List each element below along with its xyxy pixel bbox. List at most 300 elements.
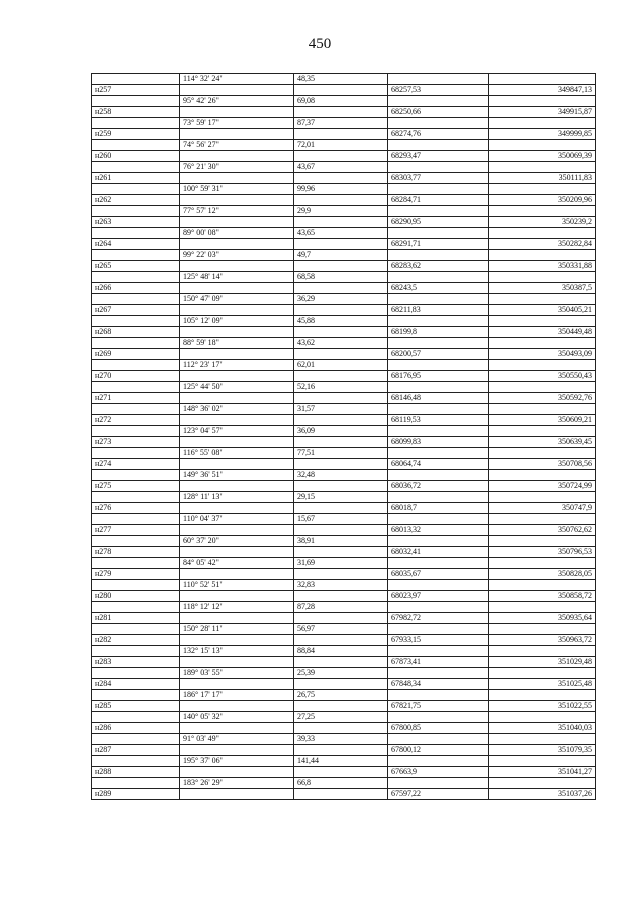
- x-coordinate-cell: 67821,75: [388, 701, 489, 712]
- angle-cell: 183° 26' 29": [180, 778, 294, 789]
- x-coordinate-cell: [388, 756, 489, 767]
- y-coordinate-cell: [489, 778, 596, 789]
- y-coordinate-cell: 350239,2: [489, 217, 596, 228]
- point-row: [92, 327, 596, 338]
- point-cell: н259: [92, 129, 180, 140]
- table-body: [92, 74, 596, 800]
- angle-cell: [180, 657, 294, 668]
- x-coordinate-cell: [388, 470, 489, 481]
- y-coordinate-cell: 350935,64: [489, 613, 596, 624]
- distance-cell: 26,75: [294, 690, 388, 701]
- point-cell: [92, 184, 180, 195]
- distance-cell: [294, 635, 388, 646]
- y-coordinate-cell: 349999,85: [489, 129, 596, 140]
- y-coordinate-cell: 350449,48: [489, 327, 596, 338]
- point-cell: [92, 646, 180, 657]
- x-coordinate-cell: 68283,62: [388, 261, 489, 272]
- angle-cell: [180, 151, 294, 162]
- point-row: [92, 459, 596, 470]
- x-coordinate-cell: [388, 338, 489, 349]
- segment-row: [92, 96, 596, 107]
- angle-cell: [180, 525, 294, 536]
- distance-cell: 56,97: [294, 624, 388, 635]
- point-cell: [92, 558, 180, 569]
- angle-cell: 125° 44' 50": [180, 382, 294, 393]
- x-coordinate-cell: 68013,32: [388, 525, 489, 536]
- angle-cell: [180, 679, 294, 690]
- point-row: [92, 591, 596, 602]
- segment-row: [92, 118, 596, 129]
- distance-cell: [294, 217, 388, 228]
- y-coordinate-cell: [489, 338, 596, 349]
- distance-cell: [294, 679, 388, 690]
- x-coordinate-cell: 68293,47: [388, 151, 489, 162]
- segment-row: [92, 426, 596, 437]
- distance-cell: 27,25: [294, 712, 388, 723]
- x-coordinate-cell: [388, 162, 489, 173]
- x-coordinate-cell: 68036,72: [388, 481, 489, 492]
- point-cell: [92, 734, 180, 745]
- angle-cell: 123° 04' 57": [180, 426, 294, 437]
- segment-row: [92, 580, 596, 591]
- point-cell: н284: [92, 679, 180, 690]
- x-coordinate-cell: 68291,71: [388, 239, 489, 250]
- point-cell: н270: [92, 371, 180, 382]
- y-coordinate-cell: 351029,48: [489, 657, 596, 668]
- point-cell: н280: [92, 591, 180, 602]
- angle-cell: 74° 56' 27": [180, 140, 294, 151]
- y-coordinate-cell: [489, 690, 596, 701]
- point-cell: н278: [92, 547, 180, 558]
- y-coordinate-cell: [489, 492, 596, 503]
- segment-row: [92, 646, 596, 657]
- segment-row: [92, 360, 596, 371]
- y-coordinate-cell: 350209,96: [489, 195, 596, 206]
- point-cell: н269: [92, 349, 180, 360]
- distance-cell: 29,15: [294, 492, 388, 503]
- y-coordinate-cell: [489, 162, 596, 173]
- angle-cell: [180, 217, 294, 228]
- point-row: [92, 789, 596, 800]
- y-coordinate-cell: [489, 118, 596, 129]
- x-coordinate-cell: [388, 514, 489, 525]
- point-cell: [92, 668, 180, 679]
- point-cell: н274: [92, 459, 180, 470]
- distance-cell: 32,48: [294, 470, 388, 481]
- point-cell: [92, 228, 180, 239]
- point-cell: н264: [92, 239, 180, 250]
- x-coordinate-cell: [388, 492, 489, 503]
- x-coordinate-cell: [388, 624, 489, 635]
- distance-cell: [294, 437, 388, 448]
- point-cell: н286: [92, 723, 180, 734]
- distance-cell: 87,37: [294, 118, 388, 129]
- y-coordinate-cell: 350493,09: [489, 349, 596, 360]
- point-cell: [92, 690, 180, 701]
- x-coordinate-cell: [388, 558, 489, 569]
- point-cell: [92, 294, 180, 305]
- point-row: [92, 437, 596, 448]
- segment-row: [92, 558, 596, 569]
- y-coordinate-cell: [489, 294, 596, 305]
- x-coordinate-cell: [388, 426, 489, 437]
- x-coordinate-cell: 68303,77: [388, 173, 489, 184]
- y-coordinate-cell: [489, 74, 596, 85]
- x-coordinate-cell: [388, 96, 489, 107]
- x-coordinate-cell: [388, 206, 489, 217]
- point-cell: [92, 382, 180, 393]
- x-coordinate-cell: 67933,15: [388, 635, 489, 646]
- y-coordinate-cell: 351041,27: [489, 767, 596, 778]
- distance-cell: [294, 151, 388, 162]
- x-coordinate-cell: 68035,67: [388, 569, 489, 580]
- distance-cell: [294, 305, 388, 316]
- y-coordinate-cell: [489, 96, 596, 107]
- angle-cell: 112° 23' 17": [180, 360, 294, 371]
- distance-cell: [294, 173, 388, 184]
- angle-cell: [180, 437, 294, 448]
- angle-cell: [180, 85, 294, 96]
- point-row: [92, 107, 596, 118]
- segment-row: [92, 404, 596, 415]
- distance-cell: [294, 393, 388, 404]
- x-coordinate-cell: 68018,7: [388, 503, 489, 514]
- point-cell: [92, 712, 180, 723]
- x-coordinate-cell: 68064,74: [388, 459, 489, 470]
- point-cell: н285: [92, 701, 180, 712]
- x-coordinate-cell: 68250,66: [388, 107, 489, 118]
- segment-row: [92, 162, 596, 173]
- segment-row: [92, 470, 596, 481]
- distance-cell: [294, 195, 388, 206]
- y-coordinate-cell: 351022,55: [489, 701, 596, 712]
- y-coordinate-cell: 350609,21: [489, 415, 596, 426]
- distance-cell: [294, 349, 388, 360]
- distance-cell: [294, 767, 388, 778]
- x-coordinate-cell: 67873,41: [388, 657, 489, 668]
- point-cell: [92, 624, 180, 635]
- segment-row: [92, 338, 596, 349]
- y-coordinate-cell: [489, 228, 596, 239]
- angle-cell: 125° 48' 14": [180, 272, 294, 283]
- point-cell: [92, 536, 180, 547]
- angle-cell: [180, 393, 294, 404]
- distance-cell: 38,91: [294, 536, 388, 547]
- point-cell: н288: [92, 767, 180, 778]
- y-coordinate-cell: [489, 514, 596, 525]
- distance-cell: [294, 701, 388, 712]
- distance-cell: [294, 569, 388, 580]
- distance-cell: 25,39: [294, 668, 388, 679]
- angle-cell: [180, 173, 294, 184]
- segment-row: [92, 316, 596, 327]
- distance-cell: 52,16: [294, 382, 388, 393]
- point-cell: [92, 756, 180, 767]
- angle-cell: [180, 701, 294, 712]
- angle-cell: [180, 305, 294, 316]
- distance-cell: [294, 107, 388, 118]
- x-coordinate-cell: 68243,5: [388, 283, 489, 294]
- segment-row: [92, 382, 596, 393]
- x-coordinate-cell: 68211,83: [388, 305, 489, 316]
- point-cell: [92, 778, 180, 789]
- x-coordinate-cell: [388, 404, 489, 415]
- x-coordinate-cell: [388, 140, 489, 151]
- y-coordinate-cell: 350282,84: [489, 239, 596, 250]
- point-cell: н268: [92, 327, 180, 338]
- distance-cell: 141,44: [294, 756, 388, 767]
- point-cell: н258: [92, 107, 180, 118]
- x-coordinate-cell: 67982,72: [388, 613, 489, 624]
- point-cell: н266: [92, 283, 180, 294]
- distance-cell: 69,08: [294, 96, 388, 107]
- x-coordinate-cell: [388, 316, 489, 327]
- y-coordinate-cell: [489, 184, 596, 195]
- angle-cell: [180, 767, 294, 778]
- point-cell: н261: [92, 173, 180, 184]
- x-coordinate-cell: 68176,95: [388, 371, 489, 382]
- point-row: [92, 239, 596, 250]
- y-coordinate-cell: 349915,87: [489, 107, 596, 118]
- point-cell: [92, 448, 180, 459]
- distance-cell: 31,69: [294, 558, 388, 569]
- point-row: [92, 393, 596, 404]
- distance-cell: [294, 789, 388, 800]
- y-coordinate-cell: [489, 668, 596, 679]
- angle-cell: [180, 107, 294, 118]
- point-cell: [92, 580, 180, 591]
- y-coordinate-cell: [489, 756, 596, 767]
- y-coordinate-cell: 351040,03: [489, 723, 596, 734]
- point-cell: н287: [92, 745, 180, 756]
- distance-cell: 72,01: [294, 140, 388, 151]
- distance-cell: 45,88: [294, 316, 388, 327]
- point-cell: [92, 74, 180, 85]
- point-row: [92, 503, 596, 514]
- distance-cell: [294, 371, 388, 382]
- point-row: [92, 261, 596, 272]
- y-coordinate-cell: [489, 712, 596, 723]
- distance-cell: 87,28: [294, 602, 388, 613]
- y-coordinate-cell: [489, 448, 596, 459]
- point-cell: н262: [92, 195, 180, 206]
- x-coordinate-cell: 67800,12: [388, 745, 489, 756]
- angle-cell: 105° 12' 09": [180, 316, 294, 327]
- point-row: [92, 525, 596, 536]
- point-row: [92, 569, 596, 580]
- y-coordinate-cell: [489, 646, 596, 657]
- x-coordinate-cell: 68199,8: [388, 327, 489, 338]
- distance-cell: 43,65: [294, 228, 388, 239]
- point-cell: [92, 404, 180, 415]
- point-cell: н272: [92, 415, 180, 426]
- x-coordinate-cell: 67663,9: [388, 767, 489, 778]
- x-coordinate-cell: [388, 360, 489, 371]
- point-cell: н271: [92, 393, 180, 404]
- segment-row: [92, 624, 596, 635]
- angle-cell: 140° 05' 32": [180, 712, 294, 723]
- angle-cell: [180, 481, 294, 492]
- distance-cell: [294, 261, 388, 272]
- angle-cell: 76° 21' 30": [180, 162, 294, 173]
- distance-cell: [294, 239, 388, 250]
- x-coordinate-cell: [388, 734, 489, 745]
- point-cell: [92, 492, 180, 503]
- distance-cell: 43,67: [294, 162, 388, 173]
- angle-cell: [180, 327, 294, 338]
- distance-cell: 36,09: [294, 426, 388, 437]
- angle-cell: 95° 42' 26": [180, 96, 294, 107]
- x-coordinate-cell: 68023,97: [388, 591, 489, 602]
- angle-cell: 73° 59' 17": [180, 118, 294, 129]
- angle-cell: 100° 59' 31": [180, 184, 294, 195]
- segment-row: [92, 250, 596, 261]
- y-coordinate-cell: [489, 470, 596, 481]
- page-number: 450: [308, 36, 332, 52]
- y-coordinate-cell: [489, 316, 596, 327]
- x-coordinate-cell: 68200,57: [388, 349, 489, 360]
- angle-cell: [180, 547, 294, 558]
- y-coordinate-cell: 351079,35: [489, 745, 596, 756]
- angle-cell: [180, 613, 294, 624]
- x-coordinate-cell: [388, 184, 489, 195]
- point-row: [92, 547, 596, 558]
- angle-cell: 195° 37' 06": [180, 756, 294, 767]
- angle-cell: 116° 55' 08": [180, 448, 294, 459]
- y-coordinate-cell: 350963,72: [489, 635, 596, 646]
- point-cell: [92, 360, 180, 371]
- y-coordinate-cell: 350550,43: [489, 371, 596, 382]
- distance-cell: [294, 525, 388, 536]
- y-coordinate-cell: 350331,88: [489, 261, 596, 272]
- point-cell: н273: [92, 437, 180, 448]
- y-coordinate-cell: 351037,26: [489, 789, 596, 800]
- point-cell: [92, 250, 180, 261]
- angle-cell: [180, 129, 294, 140]
- angle-cell: [180, 283, 294, 294]
- angle-cell: 88° 59' 18": [180, 338, 294, 349]
- y-coordinate-cell: [489, 250, 596, 261]
- y-coordinate-cell: [489, 602, 596, 613]
- distance-cell: 43,62: [294, 338, 388, 349]
- x-coordinate-cell: [388, 712, 489, 723]
- point-cell: н281: [92, 613, 180, 624]
- angle-cell: 60° 37' 20": [180, 536, 294, 547]
- point-cell: н260: [92, 151, 180, 162]
- distance-cell: [294, 481, 388, 492]
- point-cell: [92, 470, 180, 481]
- angle-cell: [180, 503, 294, 514]
- x-coordinate-cell: 67848,34: [388, 679, 489, 690]
- point-cell: н279: [92, 569, 180, 580]
- x-coordinate-cell: [388, 250, 489, 261]
- y-coordinate-cell: 350747,9: [489, 503, 596, 514]
- point-row: [92, 173, 596, 184]
- distance-cell: [294, 503, 388, 514]
- point-cell: н263: [92, 217, 180, 228]
- x-coordinate-cell: 68119,53: [388, 415, 489, 426]
- segment-row: [92, 184, 596, 195]
- angle-cell: 149° 36' 51": [180, 470, 294, 481]
- point-cell: [92, 338, 180, 349]
- segment-row: [92, 690, 596, 701]
- angle-cell: [180, 745, 294, 756]
- segment-row: [92, 140, 596, 151]
- x-coordinate-cell: [388, 448, 489, 459]
- point-row: [92, 701, 596, 712]
- distance-cell: [294, 723, 388, 734]
- point-row: [92, 481, 596, 492]
- distance-cell: 62,01: [294, 360, 388, 371]
- point-cell: [92, 162, 180, 173]
- x-coordinate-cell: [388, 690, 489, 701]
- y-coordinate-cell: 351025,48: [489, 679, 596, 690]
- angle-cell: [180, 261, 294, 272]
- point-row: [92, 723, 596, 734]
- segment-row: [92, 272, 596, 283]
- x-coordinate-cell: [388, 294, 489, 305]
- point-cell: н275: [92, 481, 180, 492]
- point-row: [92, 85, 596, 96]
- y-coordinate-cell: [489, 734, 596, 745]
- segment-row: [92, 536, 596, 547]
- distance-cell: [294, 327, 388, 338]
- y-coordinate-cell: 350592,76: [489, 393, 596, 404]
- y-coordinate-cell: [489, 624, 596, 635]
- point-cell: [92, 140, 180, 151]
- point-cell: н289: [92, 789, 180, 800]
- x-coordinate-cell: 68099,83: [388, 437, 489, 448]
- angle-cell: [180, 415, 294, 426]
- x-coordinate-cell: [388, 536, 489, 547]
- point-row: [92, 635, 596, 646]
- angle-cell: 77° 57' 12": [180, 206, 294, 217]
- distance-cell: 48,35: [294, 74, 388, 85]
- y-coordinate-cell: 350387,5: [489, 283, 596, 294]
- angle-cell: 128° 11' 13": [180, 492, 294, 503]
- distance-cell: 88,84: [294, 646, 388, 657]
- point-row: [92, 349, 596, 360]
- distance-cell: [294, 129, 388, 140]
- segment-row: [92, 756, 596, 767]
- point-row: [92, 613, 596, 624]
- x-coordinate-cell: 68284,71: [388, 195, 489, 206]
- angle-cell: 150° 47' 09": [180, 294, 294, 305]
- x-coordinate-cell: [388, 118, 489, 129]
- x-coordinate-cell: [388, 580, 489, 591]
- distance-cell: 66,8: [294, 778, 388, 789]
- point-cell: [92, 316, 180, 327]
- x-coordinate-cell: 68290,95: [388, 217, 489, 228]
- y-coordinate-cell: 350639,45: [489, 437, 596, 448]
- segment-row: [92, 778, 596, 789]
- y-coordinate-cell: 350405,21: [489, 305, 596, 316]
- segment-row: [92, 448, 596, 459]
- survey-coordinates-table: [91, 73, 596, 800]
- distance-cell: 32,83: [294, 580, 388, 591]
- angle-cell: 84° 05' 42": [180, 558, 294, 569]
- segment-row: [92, 712, 596, 723]
- segment-row: [92, 668, 596, 679]
- x-coordinate-cell: 67597,22: [388, 789, 489, 800]
- angle-cell: 89° 00' 08": [180, 228, 294, 239]
- distance-cell: [294, 613, 388, 624]
- distance-cell: [294, 547, 388, 558]
- angle-cell: [180, 591, 294, 602]
- segment-row: [92, 514, 596, 525]
- distance-cell: [294, 283, 388, 294]
- angle-cell: 110° 04' 37": [180, 514, 294, 525]
